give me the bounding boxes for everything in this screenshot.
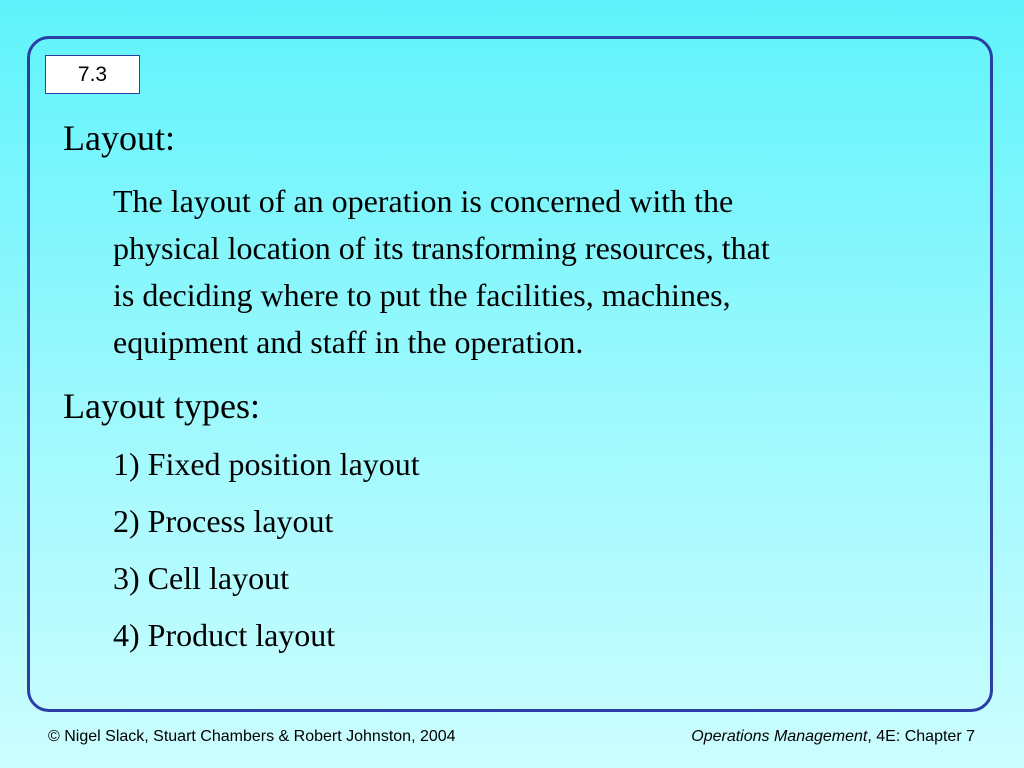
layout-definition [113, 178, 953, 366]
definition-line: is deciding where to put the facilities, machines, [113, 277, 731, 313]
slide-number: 7.3 [77, 62, 108, 86]
layout-heading: Layout: [63, 118, 175, 158]
footer-book-reference [691, 728, 975, 746]
footer-book-title: Operations Management [691, 728, 868, 745]
definition-line: physical location of its transforming resources, that [113, 230, 770, 266]
layout-type-item: 2) Process layout [113, 503, 334, 539]
layout-type-item: 1) Fixed position layout [113, 446, 420, 482]
footer-edition-chapter: , 4E: Chapter 7 [867, 728, 975, 745]
slide-number-badge [45, 55, 140, 94]
definition-line: equipment and staff in the operation. [113, 324, 584, 360]
layout-type-item: 4) Product layout [113, 617, 336, 653]
definition-line: The layout of an operation is concerned with the [113, 183, 734, 219]
footer-copyright: © Nigel Slack, Stuart Chambers & Robert Johnston, 2004 [48, 728, 456, 745]
layout-type-item: 3) Cell layout [113, 560, 289, 596]
layout-types-heading: Layout types: [63, 386, 260, 426]
